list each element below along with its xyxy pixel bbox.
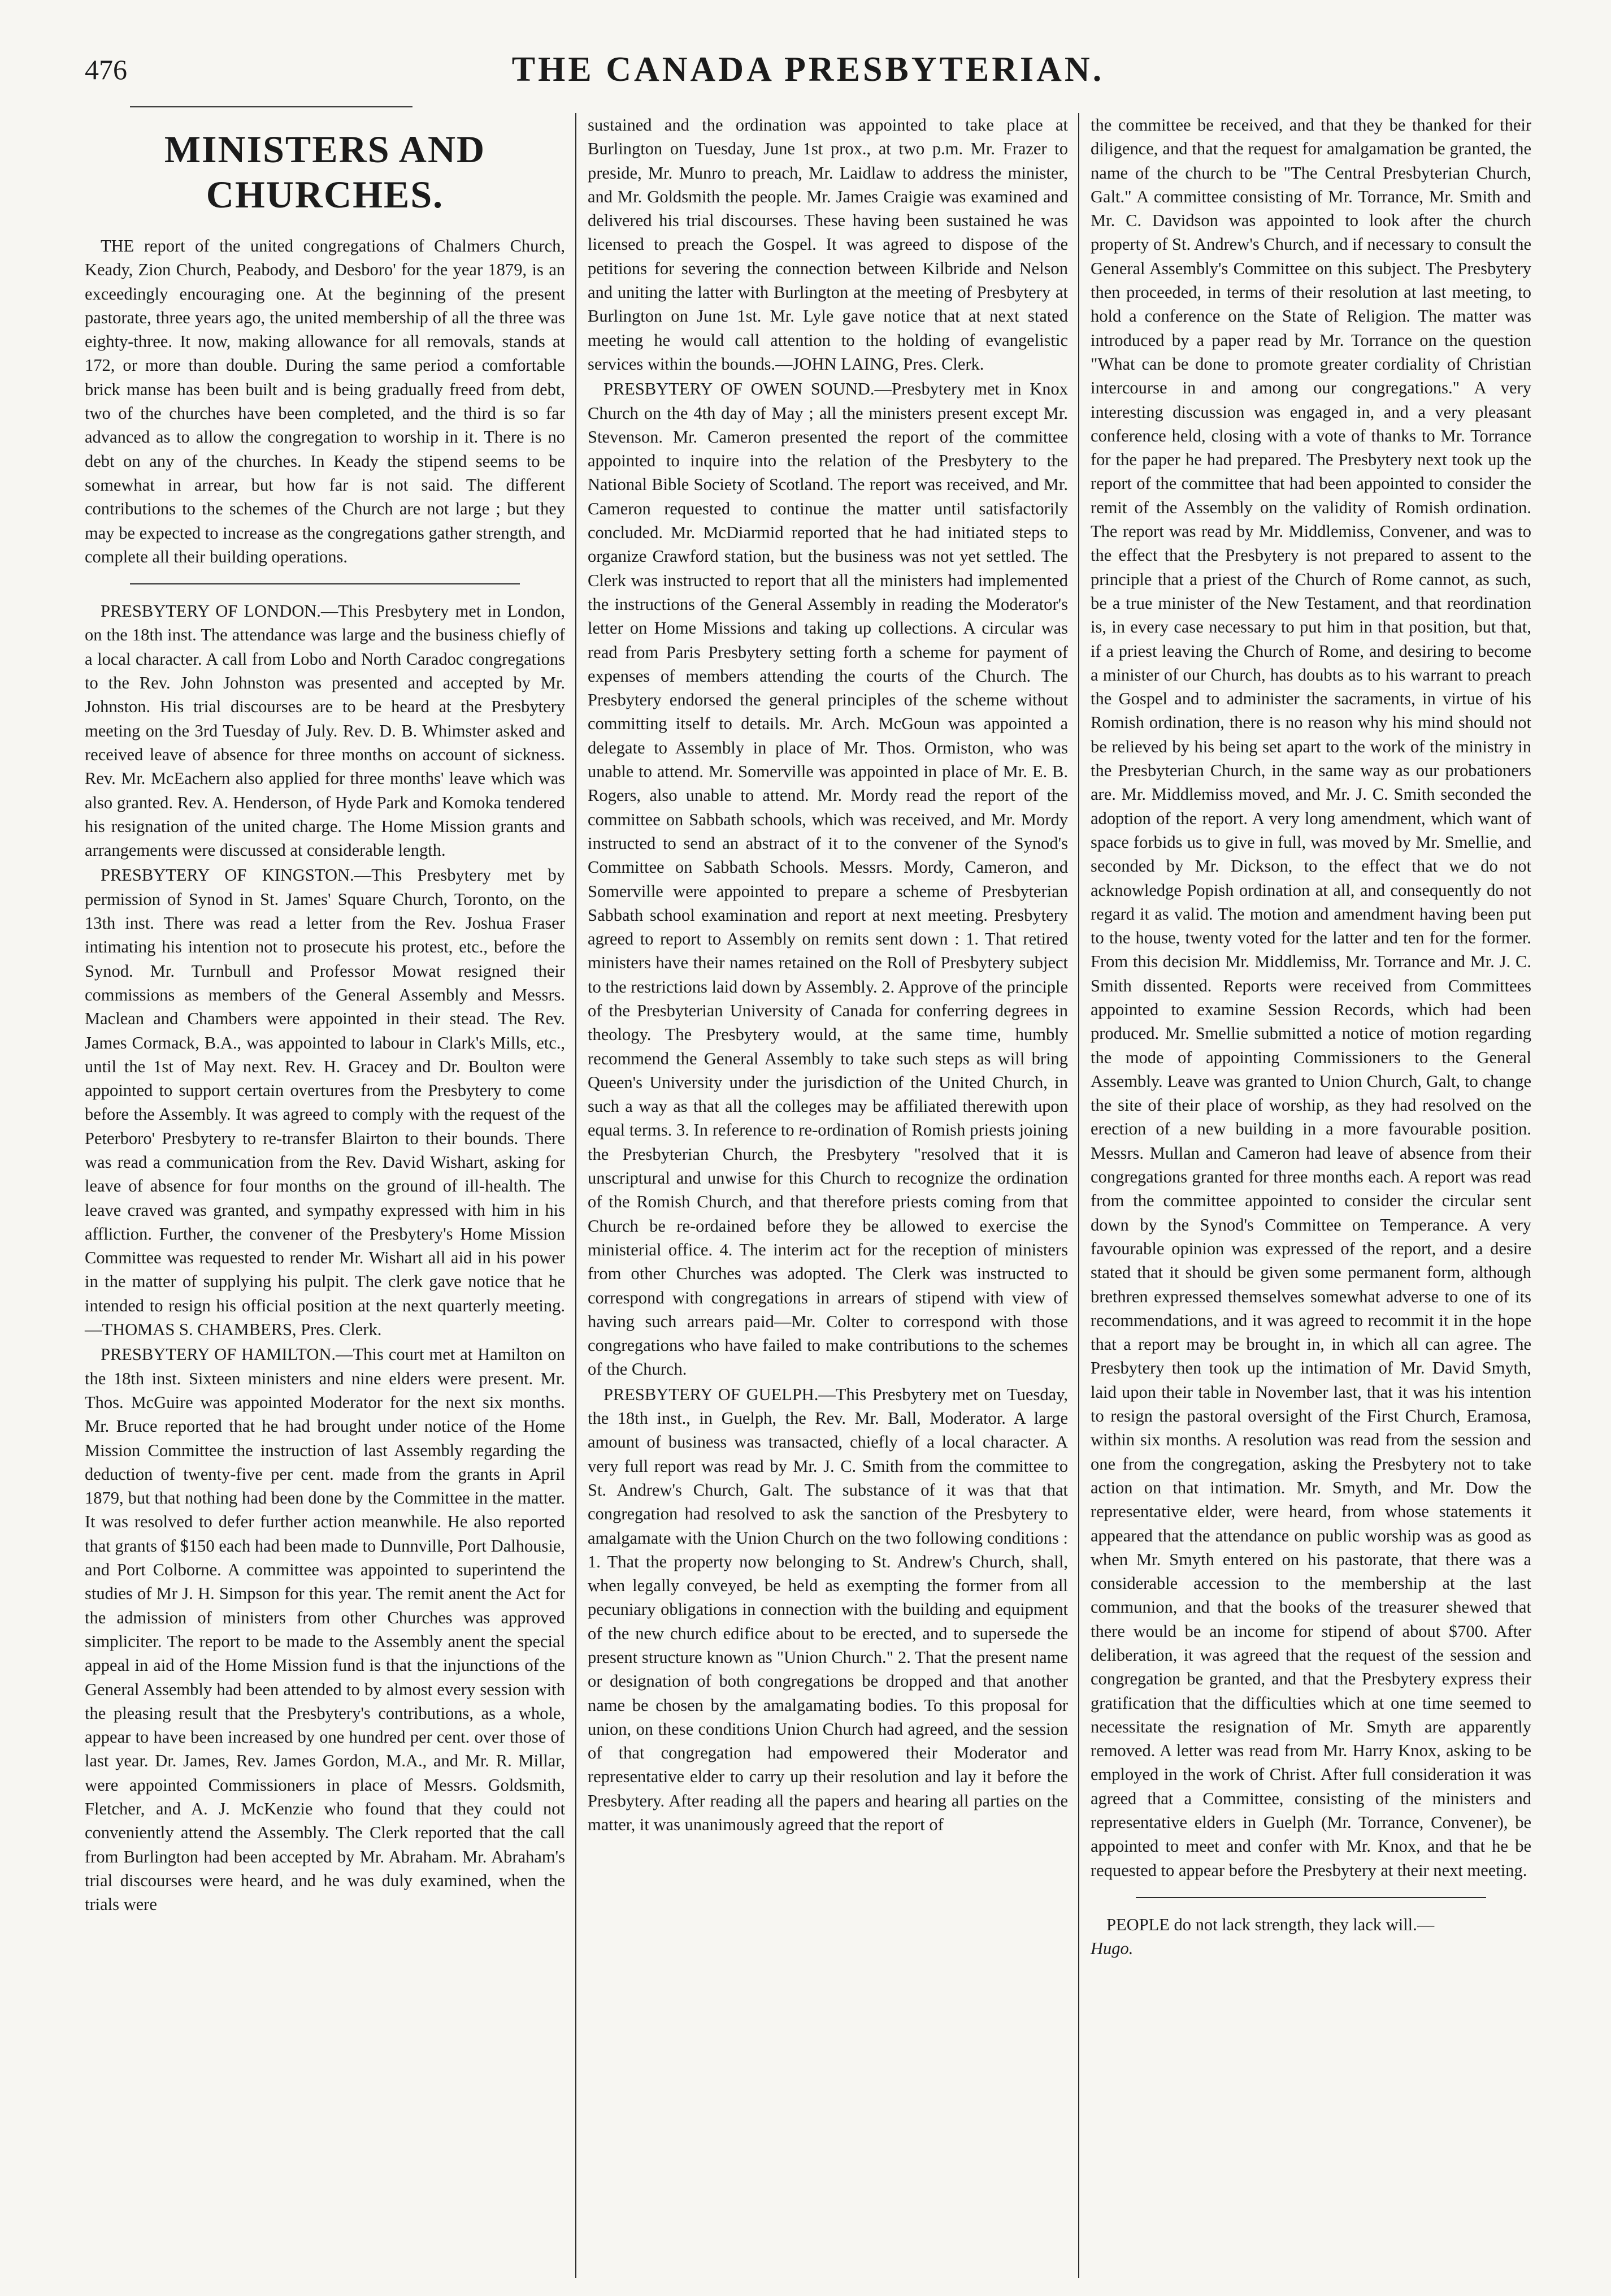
quote-author: Hugo.: [1091, 1939, 1134, 1959]
column-1: [85, 113, 565, 1916]
column-rule: [575, 113, 576, 2278]
article-paragraph: sustained and the ordination was appointed to take place at Burlington on Tuesday, June 1st prox., at two p.m. Mr. Frazer to preside, Mr. Munro to preach, Mr. Laidlaw to address the minister, and Mr. Goldsmith the people. Mr. James Craigie was examined and delivered his trial discourses. These having been sustained he was licensed to preach the Gospel. It was agreed to dispose of the petitions for severing the connection between Kilbride and Nelson and uniting the latter with Burlington at the meeting of Presbytery at Burlington on June 1st. Mr. Lyle gave notice that at next stated meeting he would call attention to the holding of evangelistic services within the bounds.—JOHN LAING, Pres. Clerk.: [588, 115, 1068, 374]
page-number: 476: [85, 54, 127, 85]
header-rule: [130, 106, 412, 107]
section-title: MINISTERS AND CHURCHES.: [164, 128, 486, 216]
article-paragraph: PRESBYTERY OF KINGSTON.—This Presbytery met by permission of Synod in St. James' Square Church, Toronto, on the 13th inst. There was read a letter from the Rev. Joshua Fraser intimating his intention not to prosecute his protest, etc., before the Synod. Mr. Turnbull and Professor Mowat resigned their commissions as members of the General Assembly and Messrs. Maclean and Chambers were appointed in their stead. The Rev. James Cormack, B.A., was appointed to labour in Clark's Mills, etc., until the 1st of May next. Rev. H. Gracey and Dr. Boulton were appointed to support certain overtures from the Presbytery to come before the Assembly. It was agreed to comply with the request of the Peterboro' Presbytery to re-transfer Blairton to their bounds. There was read a communication from the Rev. David Wishart, asking for leave of absence for four months on the ground of ill-health. The leave craved was granted, and sympathy expressed with him in his affliction. Further, the convener of the Presbytery's Home Mission Committee was requested to render Mr. Wishart all aid in his power in the matter of supplying his pulpit. The clerk gave notice that he intended to resign his official position at the next quarterly meeting.—THOMAS S. CHAMBERS, Pres. Clerk.: [85, 865, 565, 1340]
article-paragraph: THE report of the united congregations of Chalmers Church, Keady, Zion Church, Peabody, and Desboro' for the year 1879, is an exceedingly encouraging one. At the beginning of the present pastorate, three years ago, the united membership of all the three was eighty-three. It now, making allowance for all removals, stands at 172, or more than double. During the same period a comfortable brick manse has been built and is being gradually freed from debt, two of the churches have been completed, and the third is so far advanced as to allow the congregation to worship in it. There is no debt on any of the churches. In Keady the stipend seems to be somewhat in arrear, but how far is not said. The different contributions to the schemes of the Church are not large ; but they may be expected to increase as the congregations gather strength, and complete all their building operations.: [85, 236, 565, 566]
quote-text: PEOPLE do not lack strength, they lack will.—: [1106, 1914, 1435, 1934]
column-rule: [1078, 113, 1079, 2278]
article-paragraph: the committee be received, and that they be thanked for their diligence, and that the request for amalgamation be granted, the name of the church to be "The Central Presbyterian Church, Galt." A committee consisting of Mr. Torrance, Mr. Smith and Mr. C. Davidson was appointed to look after the church property of St. Andrew's Church, and if necessary to consult the General Assembly's Committee on this subject. The Presbytery then proceeded, in terms of their resolution at last meeting, to hold a conference on the State of Religion. The matter was introduced by a paper read by Mr. Torrance on the question "What can be done to promote greater cordiality of Christian intercourse in and among our congregations." A very interesting discussion was engaged in, and a very pleasant conference held, closing with a vote of thanks to Mr. Torrance for the paper he had prepared. The Presbytery next took up the report of the committee that had been appointed to consider the remit of the Assembly on the validity of Romish ordination. The report was read by Mr. Middlemiss, Convener, and was to the effect that the Presbytery is not prepared to assent to the principle that a priest of the Church of Rome cannot, as such, be a true minister of the New Testament, and that reordination is, in every case necessary to put him in that position, but that, if a priest leaving the Church of Rome, and desiring to become a minister of our Church, has doubts as to his warrant to preach the Gospel and to administer the sacraments, in virtue of his Romish ordination, there is no reason why his mind should not be relieved by his being set apart to the work of the ministry in the Presbyterian Church, in the same way as our probationers are. Mr. Middlemiss moved, and Mr. J. C. Smith seconded the adoption of the report. A very long amendment, which want of space forbids us to give in full, was moved by Mr. Smellie, and seconded by Mr. Dickson, to the effect that we do not acknowledge Popish ordination at all, and consequently do not regard it as valid. The motion and amendment having been put to the house, twenty voted for the latter and ten for the former. From this decision Mr. Middlemiss, Mr. Torrance and Mr. J. C. Smith dissented. Reports were received from Committees appointed to examine Session Records, which had been produced. Mr. Smellie submitted a notice of motion regarding the mode of appointing Commissioners to the General Assembly. Leave was granted to Union Church, Galt, to change the site of their place of worship, as they had resolved on the erection of a new building in a more favourable position. Messrs. Mullan and Cameron had leave of absence from their congregations granted for three months each. A report was read from the committee appointed to consider the circular sent down by the Synod's Committee on Temperance. A very favourable opinion was expressed of the report, and a desire stated that it should be given some permanent form, although brethren expressed themselves somewhat adverse to one of its recommendations, and it was agreed to recommit it in the hope that a report may be brought in, in which all can agree. The Presbytery then took up the intimation of Mr. David Smyth, laid upon their table in November last, that it was his intention to resign the pastoral oversight of the First Church, Eramosa, within six months. A resolution was read from the session and one from the congregation, asking the Presbytery not to take action on that intimation. Mr. Smyth, and Mr. Dow the representative elder, were heard, from whose statements it appeared that the attendance on public worship was as good as when Mr. Smyth entered on his pastorate, that there was a considerable accession to the membership at the last communion, and that the books of the treasurer shewed that there would be an income for stipend of about $700. After deliberation, it was agreed that the request of the session and congregation be granted, and that the Presbytery express their gratification that the difficulties which at one time seemed to necessitate the resignation of Mr. Smyth are apparently removed. A letter was read from Mr. Harry Knox, asking to be employed in the work of Christ. After full consideration it was agreed that a Committee, consisting of the ministers and representative elders in Guelph (Mr. Torrance, Convener), be appointed to meet and confer with Mr. Knox, and that he be requested to appear before the Presbytery at their next meeting.: [1091, 115, 1531, 1880]
journal-title: THE CANADA PRESBYTERIAN.: [511, 50, 1105, 89]
column-2: [588, 113, 1068, 1836]
article-paragraph: PRESBYTERY OF HAMILTON.—This court met at Hamilton on the 18th inst. Sixteen ministers and nine elders were present. Mr. Thos. McGuire was appointed Moderator for the next six months. Mr. Bruce reported that he had brought under notice of the Home Mission Committee the instruction of last Assembly regarding the deduction of twenty-five per cent. made from the grants in April 1879, but that nothing had been done by the Committee in the matter. It was resolved to defer further action meanwhile. He also reported that grants of $150 each had been made to Dunnville, Port Dalhousie, and Port Colborne. A committee was appointed to superintend the studies of Mr J. H. Simpson for this year. The remit anent the Act for the admission of ministers from other Churches was approved simpliciter. The report to be made to the Assembly anent the special appeal in aid of the Home Mission fund is that the injunctions of the General Assembly had been attended to by almost every session with the pleasing result that the Presbytery's contributions, as a whole, appear to have been increased by one hundred per cent. over those of last year. Dr. James, Rev. James Gordon, M.A., and Mr. R. Millar, were appointed Commissioners in place of Messrs. Goldsmith, Fletcher, and A. J. McKenzie who found that they could not conveniently attend the Assembly. The Clerk reported that the call from Burlington had been accepted by Mr. Abraham. Mr. Abraham's trial discourses were heard, and he was duly examined, when the trials were: [85, 1345, 565, 1914]
column-3: [1091, 113, 1531, 1961]
page-header: [85, 50, 1531, 95]
article-paragraph: PRESBYTERY OF GUELPH.—This Presbytery met on Tuesday, the 18th inst., in Guelph, the Rev. Mr. Ball, Moderator. A large amount of business was transacted, chiefly of a local character. A very full report was read by Mr. J. C. Smith from the committee to St. Andrew's Church, Galt. The substance of it was that that congregation had resolved to ask the sanction of the Presbytery to amalgamate with the Union Church on the two following conditions : 1. That the property now belonging to St. Andrew's Church, shall, when legally conveyed, be held as exempting the former from all pecuniary obligations in connection with the building and equipment of the new church edifice about to be erected, and to supersede the present structure known as "Union Church." 2. That the present name or designation of both congregations be dropped and that another name be chosen by the amalgamating bodies. To this proposal for union, on these conditions Union Church had agreed, and the session of that congregation had empowered their Moderator and representative elder to carry up their resolution and lay it before the Presbytery. After reading all the papers and hearing all parties on the matter, it was unanimously agreed that the report of: [588, 1384, 1068, 1835]
article-paragraph: PRESBYTERY OF LONDON.—This Presbytery met in London, on the 18th inst. The attendance was large and the business chiefly of a local character. A call from Lobo and North Caradoc congregations to the Rev. John Johnston was presented and accepted by Mr. Johnston. His trial discourses are to be heard at the Presbytery meeting on the 3rd Tuesday of July. Rev. D. B. Whimster asked and received leave of absence for three months on account of sickness. Rev. Mr. McEachern also applied for three months' leave which was also granted. Rev. A. Henderson, of Hyde Park and Komoka tendered his resignation of the united charge. The Home Mission grants and arrangements were discussed at considerable length.: [85, 601, 565, 860]
quote-block: [1091, 1913, 1531, 1961]
divider: [1136, 1897, 1486, 1898]
article-paragraph: PRESBYTERY OF OWEN SOUND.—Presbytery met in Knox Church on the 4th day of May ; all the ministers present except Mr. Stevenson. Mr. Cameron presented the report of the committee appointed to inquire into the relation of the Presbytery to the National Bible Society of Scotland. The report was received, and Mr. Cameron requested to continue the matter until satisfactorily concluded. Mr. McDiarmid reported that he had initiated steps to organize Crawford station, but the business was not yet settled. The Clerk was instructed to report that all the ministers had implemented the instructions of the General Assembly in reading the Moderator's letter on Home Missions and taking up collections. A circular was read from Paris Presbytery setting forth a scheme for payment of expenses of members attending the courts of the Church. The Presbytery endorsed the general principles of the scheme without committing itself to details. Mr. Arch. McGoun was appointed a delegate to Assembly in place of Mr. Thos. Ormiston, who was unable to attend. Mr. Somerville was appointed in place of Mr. E. B. Rogers, also unable to attend. Mr. Mordy read the report of the committee on Sabbath schools, which was received, and Mr. Mordy instructed to send an abstract of it to the convener of the Synod's Committee on Sabbath Schools. Messrs. Mordy, Cameron, and Somerville were appointed to prepare a scheme of Presbyterian Sabbath school examination and report at next meeting. Presbytery agreed to report to Assembly on remits sent down : 1. That retired ministers have their names retained on the Roll of Presbytery subject to the restrictions laid down by Assembly. 2. Approve of the principle of the Presbyterian University of Canada for conferring degrees in theology. The Presbytery would, at the same time, humbly recommend the General Assembly to take such steps as will bring Queen's University under the jurisdiction of the United Church, in such a way as that all the colleges may be affiliated therewith upon equal terms. 3. In reference to re-ordination of Romish priests joining the Presbyterian Church, the Presbytery "resolved that it is unscriptural and unwise for this Church to recognize the ordination of the Romish Church, and that therefore priests coming from that Church be re-ordained before they be allowed to exercise the ministerial office. 4. The interim act for the reception of ministers from other Churches was adopted. The Clerk was instructed to correspond with congregations in arrears of stipend with view of having such arrears paid—Mr. Colter to correspond with those congregations who have failed to make contributions to the schemes of the Church.: [588, 379, 1068, 1379]
divider: [130, 583, 520, 584]
